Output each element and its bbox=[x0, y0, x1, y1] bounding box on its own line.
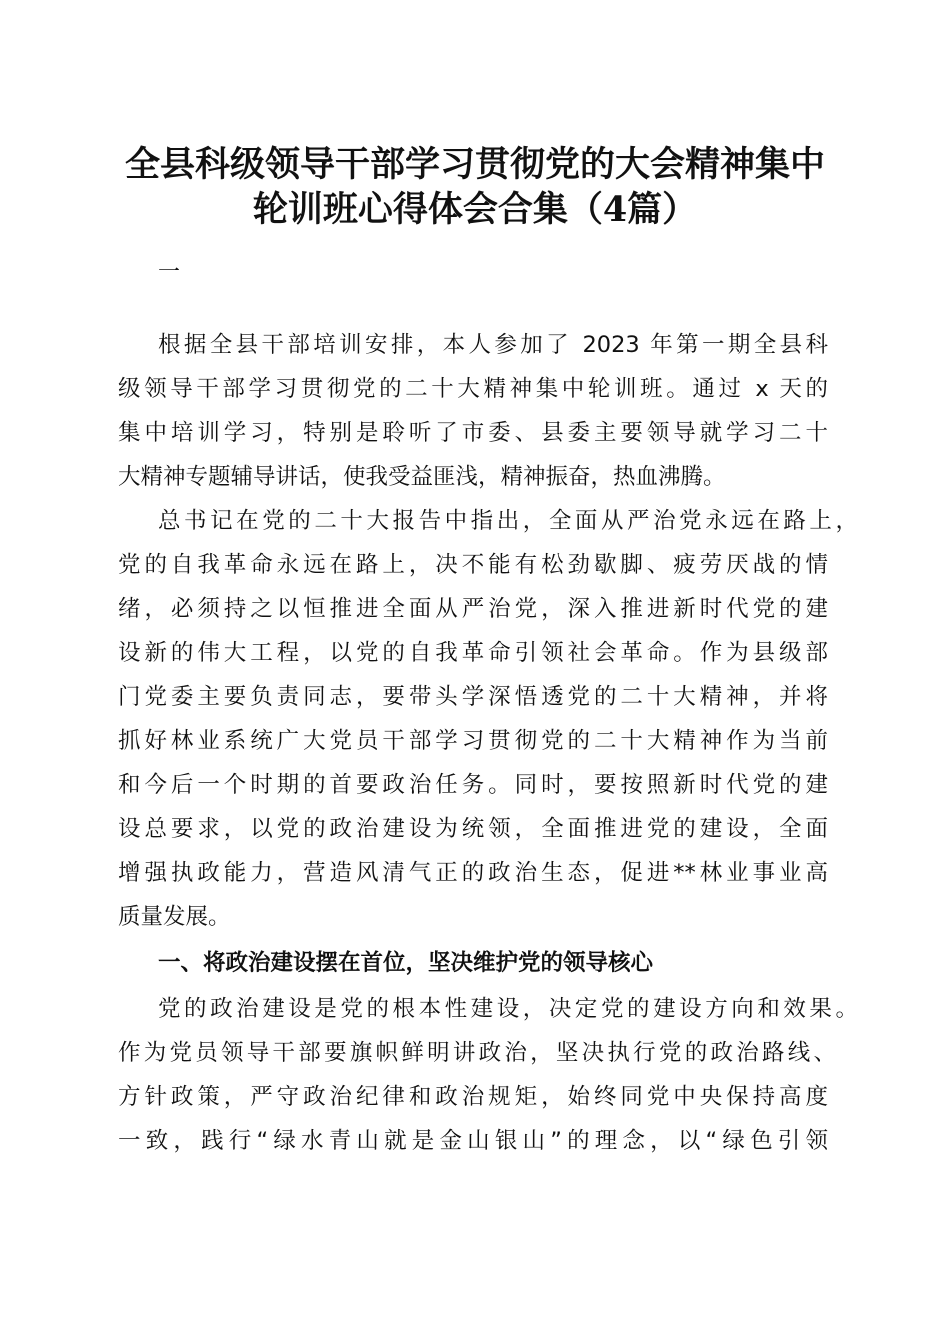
document-title-line-1: 全县科级领导干部学习贯彻党的大会精神集中 bbox=[124, 144, 825, 185]
paragraph-line: 一致，践行“绿水青山就是金山银山”的理念，以“绿色引领 bbox=[118, 1128, 828, 1154]
section-heading: 一、将政治建设摆在首位，坚决维护党的领导核心 bbox=[158, 950, 654, 976]
paragraph-line: 作为党员领导干部要旗帜鲜明讲政治，坚决执行党的政治路线、 bbox=[118, 1040, 836, 1066]
paragraph-line: 党的政治建设是党的根本性建设，决定党的建设方向和效果。 bbox=[158, 996, 858, 1022]
paragraph-line: 集中培训学习，特别是聆听了市委、县委主要领导就学习二十 bbox=[118, 420, 828, 446]
paragraph-line: 总书记在党的二十大报告中指出，全面从严治党永远在路上， bbox=[158, 508, 858, 534]
paragraph-line: 大精神专题辅导讲话，使我受益匪浅，精神振奋，热血沸腾。 bbox=[118, 464, 726, 490]
paragraph-line: 抓好林业系统广大党员干部学习贯彻党的二十大精神作为当前 bbox=[118, 728, 828, 754]
paragraph-line: 级领导干部学习贯彻党的二十大精神集中轮训班。通过 x 天的 bbox=[118, 376, 828, 402]
paragraph-line: 绪，必须持之以恒推进全面从严治党，深入推进新时代党的建 bbox=[118, 596, 828, 622]
paragraph-line: 质量发展。 bbox=[118, 904, 231, 930]
paragraph-line: 方针政策，严守政治纪律和政治规矩，始终同党中央保持高度 bbox=[118, 1084, 828, 1110]
paragraph-line: 设新的伟大工程，以党的自我革命引领社会革命。作为县级部 bbox=[118, 640, 828, 666]
paragraph-line: 增强执政能力，营造风清气正的政治生态，促进**林业事业高 bbox=[118, 860, 828, 886]
paragraph-line: 根据全县干部培训安排，本人参加了 2023 年第一期全县科 bbox=[158, 332, 828, 358]
paragraph-line: 门党委主要负责同志，要带头学深悟透党的二十大精神，并将 bbox=[118, 684, 828, 710]
section-number: 一 bbox=[158, 260, 181, 285]
paragraph-line: 设总要求，以党的政治建设为统领，全面推进党的建设，全面 bbox=[118, 816, 828, 842]
paragraph-line: 党的自我革命永远在路上，决不能有松劲歇脚、疲劳厌战的情 bbox=[118, 552, 828, 578]
document-title-line-2: 轮训班心得体会合集（4篇） bbox=[252, 189, 698, 230]
paragraph-line: 和今后一个时期的首要政治任务。同时，要按照新时代党的建 bbox=[118, 772, 828, 798]
